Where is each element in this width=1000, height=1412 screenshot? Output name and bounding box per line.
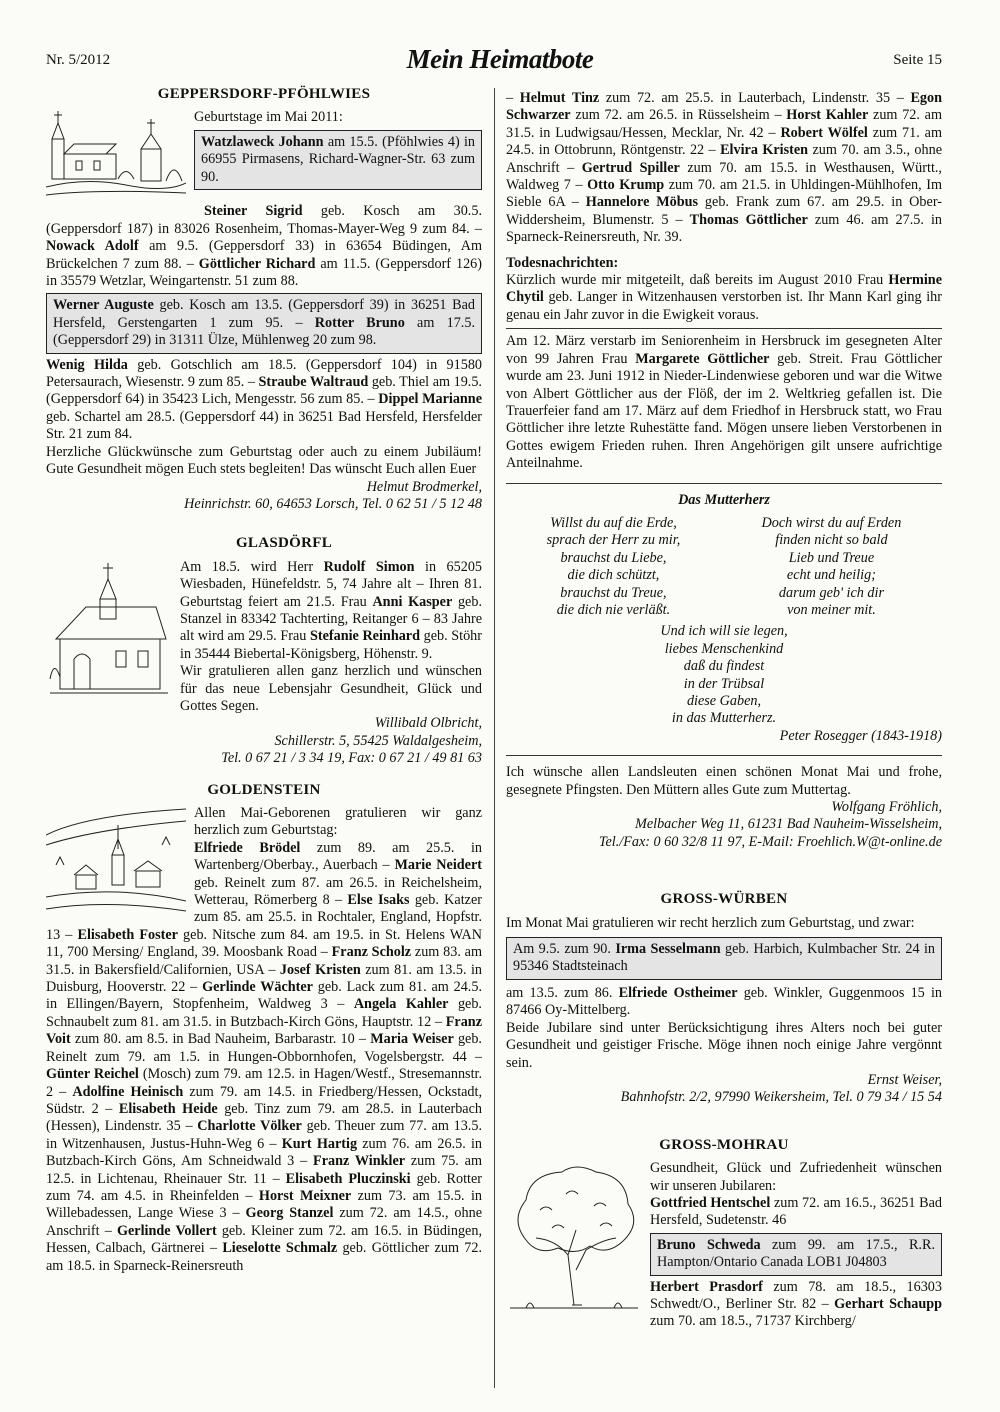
person-name: Gottfried Hentschel — [650, 1194, 771, 1211]
poem-columns — [506, 515, 942, 619]
entry-text: geb. Nitsche zum 84. am 19.5. in St. Helens WAN 11, 700 Mersing/ England, 39. Moosbank Road – — [46, 926, 483, 961]
entry-text: Am 18.5. wird Herr — [180, 558, 324, 575]
entry-text: am 11.5. (Geppersdorf 126) in 35579 Wetzlar, Weingartenstr. 51 zum 88. — [46, 255, 482, 290]
poem-stanza-right: Doch wirst du auf Erden finden nicht so bald Lieb und Treue echt und heilig; darum geb' ich dir von meiner mit. — [761, 514, 902, 618]
person-name: Watzlaweck Johann — [201, 133, 324, 150]
entry-text: zum 72. am 14.5., ohne Anschrift – — [46, 1205, 482, 1239]
entry-text: in 65205 Wiesbaden, Hünefeldstr. 5, 74 Jahre alt – Ihren 81. Geburtstag feiert am 21.5. Frau — [180, 558, 483, 610]
entry-text: geb. Reinelt zum 87. am 26.5. in Reichelsheim, Wetterau, Römerberg 8 – — [194, 874, 482, 909]
entry-text: geb. Schartel am 28.5. (Geppersdorf 44) in 36251 Bad Hersfeld, Hersfelder Str. 21 zum 84. — [46, 408, 482, 443]
entry-text: geb. Streit. Frau Göttlicher wurde am 23. Juni 1912 in Nieder-Lindenwiese geboren und war die Witwe von Albert Göttlicher aus der Flöß, der im 2. Weltkrieg gefallen ist. Die Trauerfeier fand am 17. März auf dem Friedhof in Hersbruck statt, wo Frau Göttlicher ihre letzte Ruhestätte fand. Mögen unsere lieben Verstorbenen in Gottes ewigem Frieden ruhen. Ihren Angehörigen gilt unsere aufrichtige Anteilnahme. — [506, 350, 942, 472]
obituary-text — [506, 333, 942, 472]
person-name: Franz Scholz — [331, 944, 412, 961]
entry-text: – — [506, 90, 520, 106]
person-name: Gertrud Spiller — [581, 159, 680, 176]
intro-text: Im Monat Mai gratulieren wir recht herzlich zum Geburtstag, und zwar: — [506, 914, 915, 931]
divider — [506, 483, 942, 484]
entry-text: geb. Thiel am 19.5. (Geppersdorf 64) in 35423 Lich, Mengesstr. 56 zum 85. – — [46, 374, 482, 408]
entry-text: geb. Stanzel in 83342 Tachterting, Reitanger 6 – 83 Jahre alt wird am 29.5. Frau — [180, 593, 482, 645]
entry-text: am 15.5. (Pföhlwies 4) in 66955 Pirmasens, Richard-Wagner-Str. 63 zum 90. — [201, 133, 475, 185]
entry-text: zum 75. am 12.5. in Lichtenau, Rheinauer Str. 11 – — [46, 1153, 483, 1187]
section-title: GROSS-MOHRAU — [659, 1136, 789, 1153]
person-name: Franz Winkler — [313, 1153, 406, 1170]
obituaries-title: Todesnachrichten: — [506, 254, 619, 271]
entry-text: geb. Reinelt zum 79. am 1.5. in Hungen-Obbornhofen, Vogelsbergstr. 44 – — [46, 1031, 482, 1065]
entry-text: geb. Tinz zum 79. am 28.5. in Lauterbach (Hessen), Lindenstr. 35 – — [46, 1100, 482, 1135]
person-name: Göttlicher Richard — [198, 255, 316, 272]
person-name: Gerhart Schaupp — [834, 1295, 942, 1312]
entry-text: geb. Katzer zum 85. am 25.5. in Rochtaler, England, Hopfstr. 13 – — [46, 892, 482, 943]
entry-text: zum 72. am 25.5. in Lauterbach, Lindenstr. 35 – — [599, 90, 911, 106]
entry-text: geb. Kleiner zum 72. am 16.5. in Büdingen, Hessen, Calbach, Gärtnerei – — [46, 1222, 482, 1257]
page-header — [0, 44, 1000, 80]
person-name: Rudolf Simon — [323, 558, 415, 575]
person-name: Hermine Chytil — [506, 272, 942, 306]
person-name: Elfriede Brödel — [194, 839, 301, 856]
entry-text: geb. Schnaubelt zum 81. am 31.5. in Butzbach-Kirch Göns, Hauptstr. 12 – — [46, 996, 482, 1030]
person-name: Margarete Göttlicher — [635, 350, 770, 367]
wish-text: Ich wünsche allen Landsleuten einen schönen Monat Mai und frohe, gesegnete Pfingsten. Den Müttern alles Gute zum Muttertag. — [506, 764, 942, 798]
person-name: Robert Wölfel — [780, 124, 868, 141]
entry-text: am 17.5. (Geppersdorf 29) in 31311 Ülze, Mühlenweg 20 zum 98. — [53, 314, 475, 349]
person-name: Steiner Sigrid — [204, 203, 303, 220]
person-name: Hannelore Möbus — [585, 194, 699, 211]
column-divider — [494, 88, 495, 1388]
person-name: Günter Reichel — [46, 1066, 139, 1083]
person-name: Gerlinde Wächter — [202, 979, 313, 996]
entry-text: geb. Lack zum 81. am 24.5. in Ellingen/Bayern, Stopfenheim, Waldweg 3 – — [46, 979, 482, 1013]
entry-text: zum 81. am 13.5. in Duisburg, Hooverstr. 22 – — [46, 961, 482, 996]
signature-name: Wolfgang Fröhlich, — [831, 799, 942, 816]
left-column — [46, 86, 482, 1275]
entry-text: zum 46. am 27.5. in Sparneck-Reinersreuth, Nr. 39. — [506, 211, 943, 246]
person-name: Dippel Marianne — [378, 391, 482, 408]
entry-text: geb. Langer in Witzenhausen verstorben ist. Ihr Mann Karl ging ihr genau ein Jahr zuvor in die Ewigkeit voraus. — [506, 289, 942, 323]
person-name: Kurt Hartig — [281, 1135, 358, 1152]
signature-name: Ernst Weiser, — [867, 1071, 942, 1088]
person-name: Maria Weiser — [370, 1031, 454, 1048]
person-name: Bruno Schweda — [657, 1236, 761, 1253]
entry-text: am 9.5. (Geppersdorf 33) in 63654 Büdingen, Am Brückelchen 7 zum 88. – — [46, 238, 482, 272]
person-name: Elfriede Ostheimer — [618, 984, 738, 1001]
section-gross-wuerben — [506, 891, 942, 1106]
person-name: Gerlinde Vollert — [116, 1222, 217, 1239]
entry-text: zum 80. am 8.5. in Bad Nauheim, Barbarastr. 10 – — [70, 1031, 371, 1048]
entry-text: zum 71. am 24.5. in Ottobrunn, Röntgenstr. 22 – — [506, 124, 942, 159]
entry-text: zum 78. am 18.5., 16303 Schwedt/O., Berliner Str. 82 – — [650, 1278, 942, 1312]
person-name: Werner Auguste — [53, 297, 154, 314]
entry-text: geb. Winkler, Guggenmoos 15 in 87466 Oy-Mittelberg. — [506, 984, 942, 1019]
wish-text: Wir gratulieren allen ganz herzlich und wünschen für das neue Lebensjahr Gesundheit, Glück und Gottes Segen. — [180, 663, 482, 714]
poem — [506, 492, 942, 746]
entry-text: Kürzlich wurde mir mitgeteilt, daß bereits im August 2010 Frau — [506, 272, 889, 289]
person-name: Horst Kahler — [786, 107, 869, 124]
section-title: GLASDÖRFL — [235, 535, 333, 552]
signature-address: Bahnhofstr. 2/2, 97990 Weikersheim, Tel. 0 79 34 / 15 54 — [620, 1089, 942, 1106]
entry-text: zum 89. am 25.5. in Wartenberg/Oberbay., Auerbach – — [194, 839, 483, 874]
entry-text: geb. Göttlicher zum 72. am 18.5. in Sparneck-Reinersreuth — [46, 1240, 482, 1274]
entry-text: geb. Gotschlich am 18.5. (Geppersdorf 104) in 91580 Petersaurach, Wiesenstr. 9 zum 85. – — [46, 356, 483, 391]
greeting-text: Herzliche Glückwünsche zum Geburtstag oder auch zu einem Jubiläum! Gute Gesundheit mögen Euch stets begleiten! Das wünscht Euch allen Euer — [46, 443, 482, 478]
church-village-illustration — [46, 109, 186, 199]
right-column — [506, 90, 942, 1331]
person-name: Straube Waltraud — [258, 374, 369, 391]
person-name: Franz Voit — [46, 1013, 482, 1048]
intro-text: Gesundheit, Glück und Zufriedenheit wünschen wir unseren Jubilaren: — [650, 1160, 942, 1194]
entry-text: geb. Theuer zum 77. am 13.5. in Witzenhausen, Justus-Huhn-Weg 6 – — [46, 1118, 482, 1152]
divider — [506, 755, 942, 756]
signature-name: Willibald Olbricht, — [374, 715, 482, 732]
person-name: Egon Schwarzer — [506, 90, 943, 124]
poem-stanza-center: Und ich will sie legen, liebes Menschenkind daß du findest in der Trübsal diese Gaben, in das Mutterherz. — [660, 623, 788, 727]
signature-name: Helmut Brodmerkel, — [366, 478, 482, 495]
entry-text: geb. Stöhr in 35444 Biebertal-Königsberg, Höhenstr. 9. — [180, 628, 483, 662]
entry-text: zum 99. am 17.5., R.R. Hampton/Ontario Canada LOB1 J04803 — [657, 1236, 935, 1271]
section-goldenstein — [46, 782, 482, 1275]
entry-text: zum 70. am 21.5. in Uhldingen-Mühlhofen, Im Sieble 6A – — [506, 177, 942, 211]
entry-text: (Mosch) zum 79. am 12.5. in Hagen/Westf., Stresemannstr. 2 – — [46, 1066, 482, 1100]
entry-text: geb. Frank zum 67. am 29.5. in Ober-Widdersheim, Blumenstr. 5 – — [506, 194, 942, 228]
birthday-list-continued — [506, 90, 942, 247]
highlight-box — [506, 937, 942, 980]
birthday-entry — [506, 985, 942, 1020]
person-name: Wenig Hilda — [46, 356, 128, 373]
poem-title: Das Mutterherz — [678, 491, 770, 508]
section-gross-mohrau — [506, 1137, 942, 1331]
person-name: Stefanie Reinhard — [309, 628, 420, 645]
person-name: Horst Meixner — [258, 1187, 352, 1204]
section-title: GROSS-WÜRBEN — [660, 891, 788, 908]
obituary-text — [506, 272, 942, 324]
page-number: Seite 15 — [893, 52, 942, 68]
entry-text: zum 72. am 31.5. in Ludwigsau/Hessen, Mecklar, Nr. 42 – — [506, 107, 943, 141]
masthead-logo: Mein Heimatbote — [406, 44, 594, 74]
person-name: Charlotte Völker — [197, 1118, 302, 1135]
person-name: Angela Kahler — [353, 996, 449, 1013]
person-name: Helmut Tinz — [519, 90, 600, 106]
person-name: Rotter Bruno — [314, 314, 405, 331]
person-name: Thomas Göttlicher — [689, 211, 808, 228]
entry-text: am 13.5. zum 86. — [506, 984, 619, 1001]
entry-text: zum 70. am 15.5. in Westhausen, Württ., Waldweg 7 – — [506, 159, 942, 194]
birthday-list — [46, 203, 482, 290]
person-name: Adolfine Heinisch — [72, 1083, 184, 1100]
divider — [506, 328, 942, 329]
person-name: Elisabeth Pluczinski — [285, 1170, 411, 1187]
person-name: Georg Stanzel — [245, 1205, 334, 1222]
entry-text: geb. Harbich, Kulmbacher Str. 24 in 95346 Stadtsteinach — [513, 941, 935, 975]
section-title: GEPPERSDORF-PFÖHLWIES — [157, 86, 371, 102]
person-name: Elvira Kristen — [720, 142, 809, 159]
signature-contact: Tel./Fax: 0 60 32/8 11 97, E-Mail: Froehlich.W@t-online.de — [598, 833, 942, 850]
poem-stanza-left: Willst du auf die Erde, sprach der Herr zu mir, brauchst du Liebe, die dich schützt, brauchst du Treue, die dich nie verläßt. — [546, 514, 681, 618]
entry-text: Am 9.5. zum 90. — [513, 941, 616, 958]
person-name: Anni Kasper — [372, 593, 453, 610]
person-name: Else Isaks — [347, 892, 410, 909]
signature-address: Melbacher Weg 11, 61231 Bad Nauheim-Wisselsheim, — [635, 816, 942, 833]
entry-text: Am 12. März verstarb im Seniorenheim in Hersbruck im gesegneten Alter von 99 Jahren Frau — [506, 333, 942, 367]
entry-text: zum 83. am 31.5. in Bakersfield/Californien, USA – — [46, 944, 483, 978]
entry-text: geb. Rotter zum 74. am 4.5. in Rheinfelden – — [46, 1170, 482, 1204]
entry-text: zum 76. am 26.5. in Butzbach-Kirch Göns, Am Schneidwald 3 – — [46, 1135, 483, 1170]
person-name: Herbert Prasdorf — [650, 1278, 763, 1295]
entry-text: zum 79. am 14.5. in Friedberg/Hessen, Ockstadt, Südstr. 2 – — [46, 1083, 483, 1117]
entry-text: geb. Kosch am 30.5. (Geppersdorf 187) in 83026 Rosenheim, Thomas-Mayer-Weg 9 zum 84. – — [46, 203, 482, 237]
person-name: Marie Neidert — [394, 857, 482, 874]
section-geppersdorf — [46, 86, 482, 513]
entry-text: zum 72. am 26.5. in Rüsselsheim – — [570, 107, 787, 124]
entry-text: geb. Kosch am 13.5. (Geppersdorf 39) in 36251 Bad Hersfeld, Gerstengarten 1 zum 95. – — [53, 297, 475, 331]
entry-text: zum 70. am 18.5., 71737 Kirchberg/ — [650, 1313, 856, 1330]
entry-text: zum 72. am 16.5., 36251 Bad Hersfeld, Sudetenstr. 46 — [650, 1194, 942, 1229]
person-name: Josef Kristen — [279, 961, 361, 978]
highlight-box — [194, 130, 482, 190]
tree-illustration — [506, 1160, 642, 1310]
issue-number: Nr. 5/2012 — [46, 52, 111, 68]
highlight-box — [46, 293, 482, 353]
signature-address: Schillerstr. 5, 55425 Waldalgesheim, — [274, 732, 482, 749]
section-glasdoerfl — [46, 535, 482, 767]
highlight-box — [650, 1233, 942, 1276]
person-name: Irma Sesselmann — [615, 941, 721, 958]
note-text: Beide Jubilare sind unter Berücksichtigung ihres Alters noch bei guter Gesundheit und geistiger Frische. Möge ihnen noch einige Jahre vergönnt sein. — [506, 1019, 942, 1071]
person-name: Lieselotte Schmalz — [222, 1240, 338, 1257]
intro-text: Geburtstage im Mai 2011: — [194, 109, 343, 126]
chapel-illustration — [46, 559, 172, 699]
person-name: Elisabeth Heide — [118, 1100, 218, 1117]
person-name: Elisabeth Foster — [77, 926, 178, 943]
birthday-list — [46, 357, 482, 444]
intro-text: Allen Mai-Geborenen gratulieren wir ganz herzlich zum Geburtstag: — [194, 805, 482, 839]
section-title: GOLDENSTEIN — [207, 781, 321, 798]
person-name: Otto Krump — [587, 177, 665, 194]
signature-address: Heinrichstr. 60, 64653 Lorsch, Tel. 0 62 51 / 5 12 48 — [184, 495, 482, 512]
town-view-illustration — [46, 805, 186, 913]
person-name: Nowack Adolf — [46, 238, 139, 255]
entry-text: zum 70. am 3.5., ohne Anschrift – — [506, 142, 942, 176]
poem-author: Peter Rosegger (1843-1918) — [779, 727, 942, 744]
signature-phone: Tel. 0 67 21 / 3 34 19, Fax: 0 67 21 / 49 81 63 — [221, 750, 482, 767]
entry-text: zum 73. am 15.5. in Willebadessen, Lange Wiese 3 – — [46, 1187, 482, 1222]
